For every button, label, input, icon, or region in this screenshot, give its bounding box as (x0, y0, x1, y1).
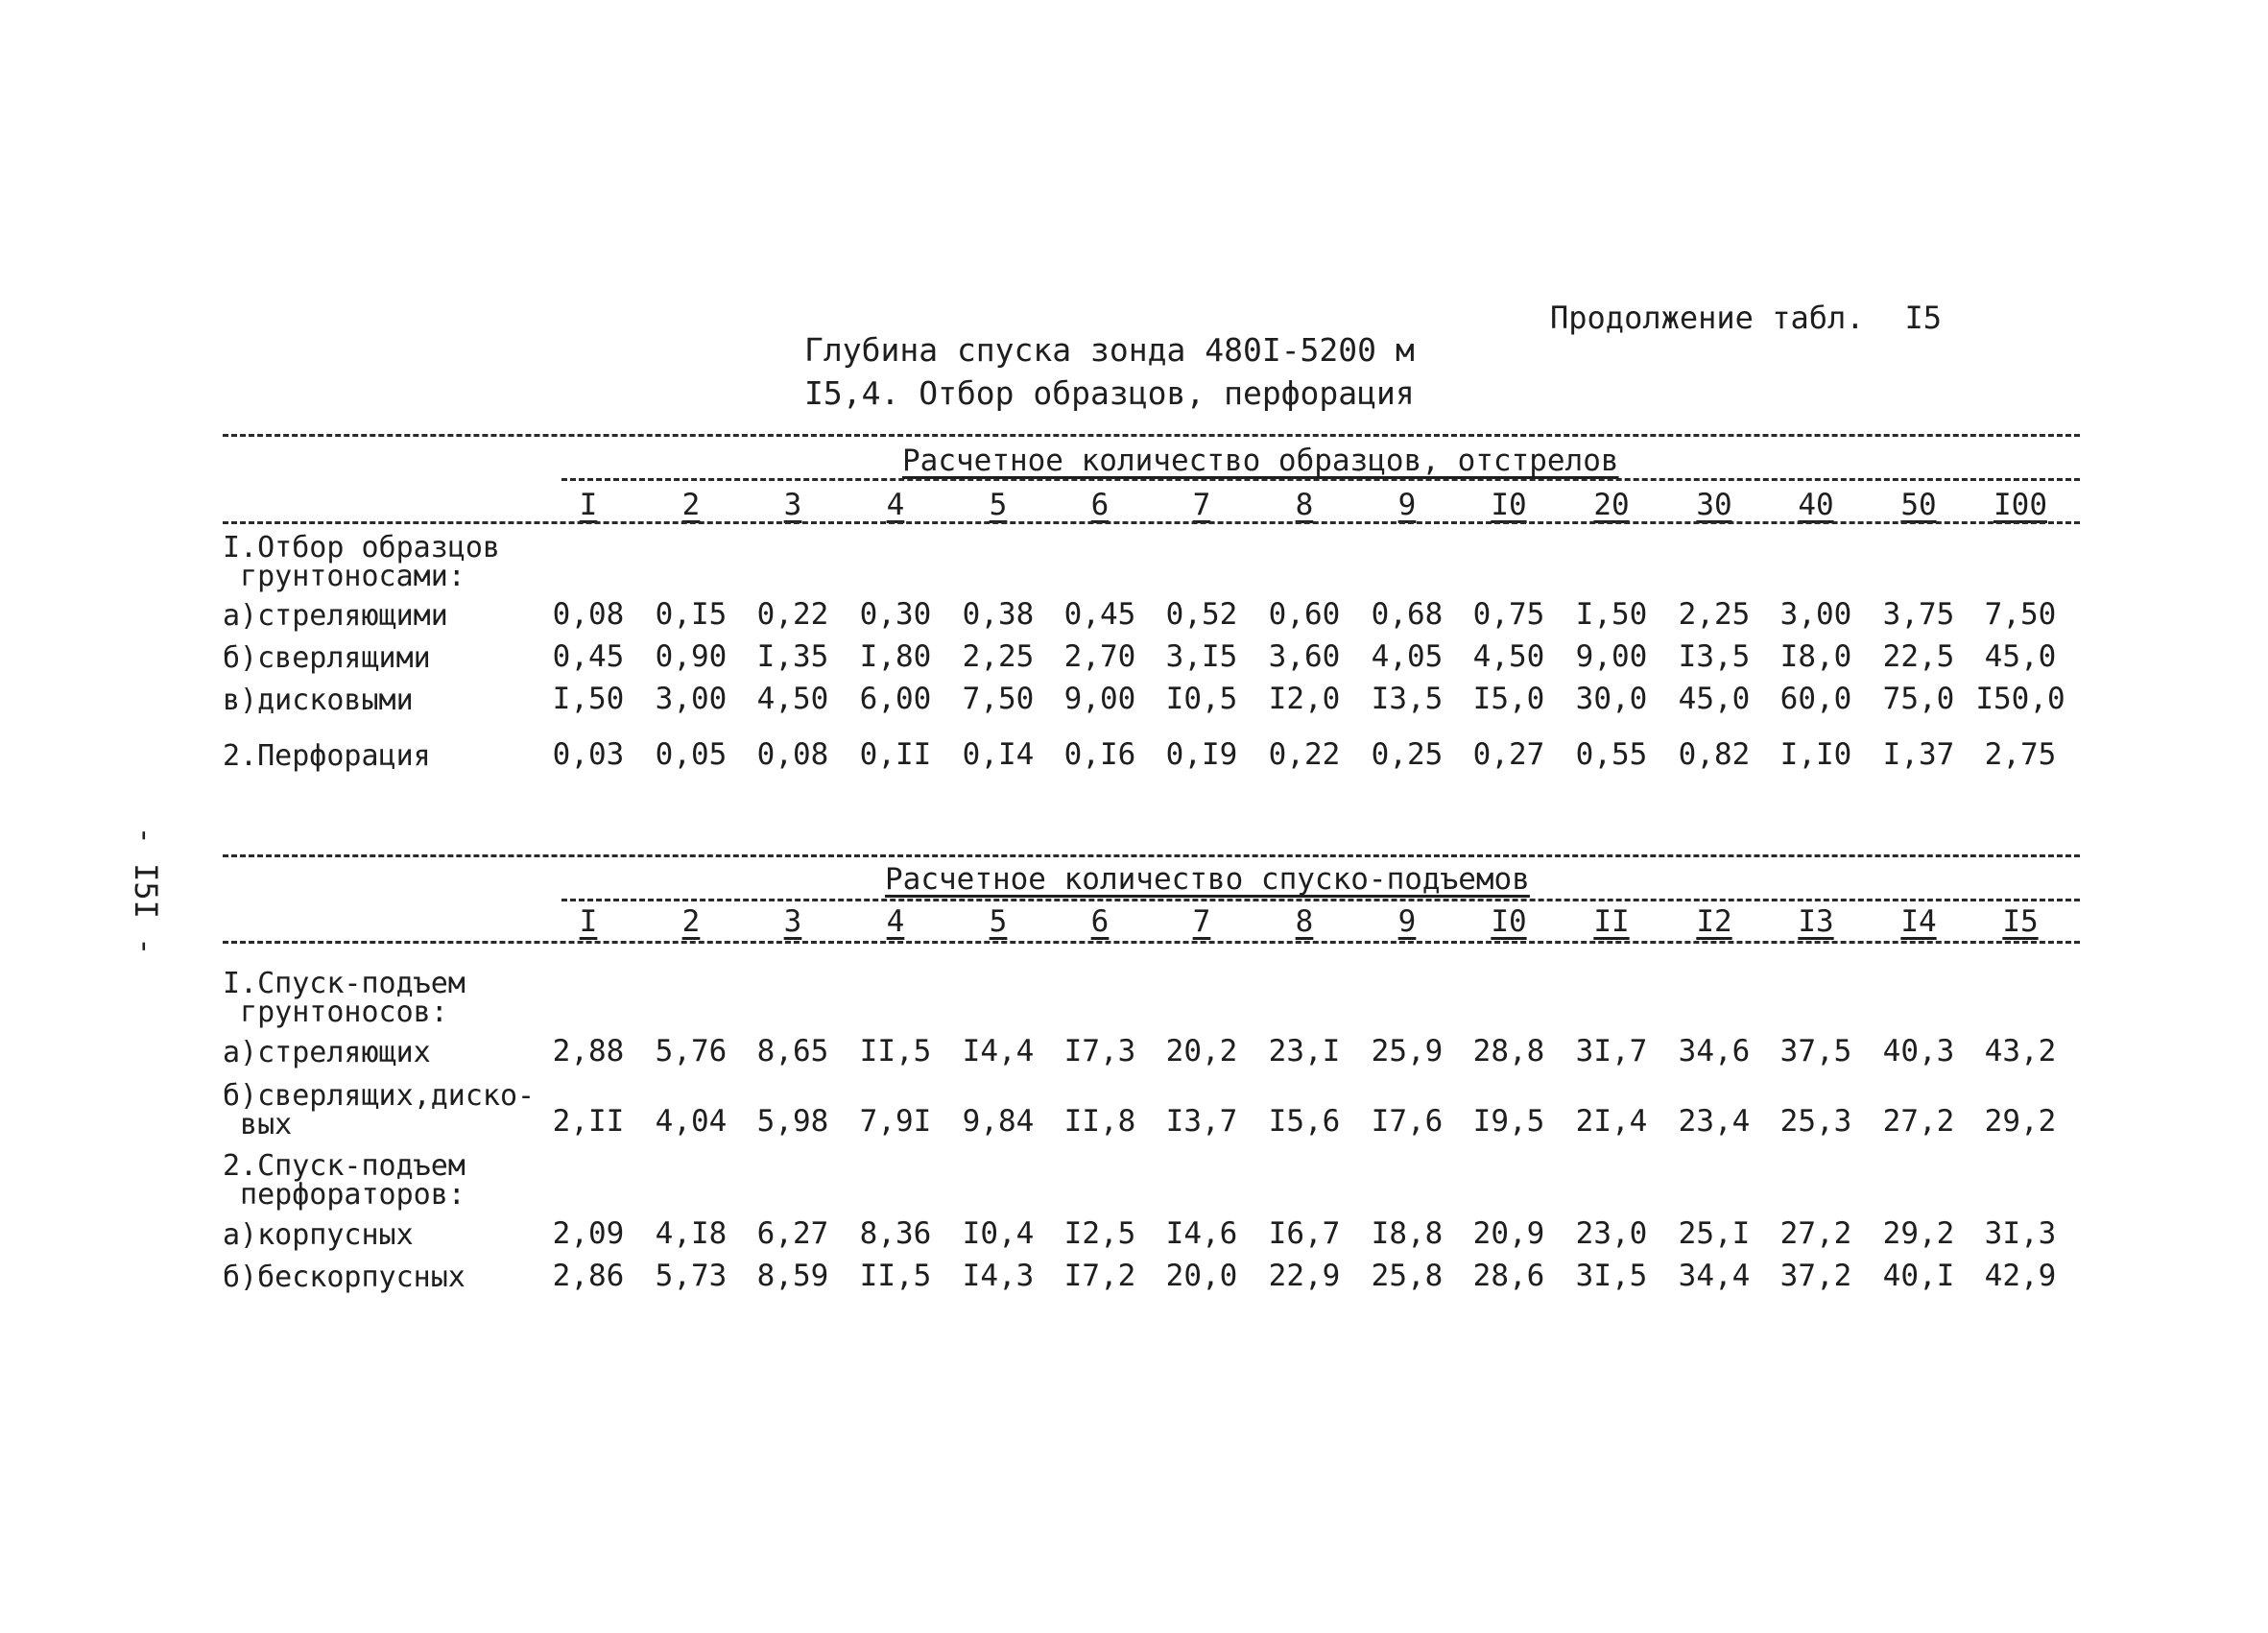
table1-column-header: 9 (1397, 488, 1417, 522)
table2-column-header: 6 (1090, 904, 1110, 939)
table1-cell: 7,50 (1984, 597, 2057, 632)
table2-column-header: 5 (989, 904, 1008, 939)
table2-row-label: I.Спуск-подъем грунтоносов: (223, 967, 466, 1029)
table1-column-header: 5 (989, 488, 1008, 522)
table2-row-label: 2.Спуск-подъем перфораторов: (223, 1149, 466, 1212)
table1-column-header: I00 (1993, 488, 2047, 522)
table2-cell: 23,4 (1678, 1104, 1751, 1139)
table2-cell: 25,3 (1779, 1104, 1852, 1139)
table1-column-header: 20 (1593, 488, 1630, 522)
table2-cell: 2,09 (552, 1216, 625, 1251)
table2-cell: 23,0 (1575, 1216, 1648, 1251)
table2-cell: 42,9 (1984, 1259, 2057, 1293)
table2-column-header: 8 (1295, 904, 1314, 939)
table2-column-header: I5 (2002, 904, 2039, 939)
table1-column-header: 3 (783, 488, 802, 522)
table1-cell: 0,27 (1472, 737, 1545, 772)
section-heading: I5,4. Отбор образцов, перфорация (804, 374, 1415, 412)
table1-cell: 0,22 (1268, 737, 1341, 772)
table2-cell: 25,9 (1371, 1034, 1444, 1069)
table2-cell: 25,8 (1371, 1259, 1444, 1293)
table1-column-header: I (579, 488, 598, 522)
table2-cell: 25,I (1678, 1216, 1751, 1251)
table2-column-header: I4 (1900, 904, 1937, 939)
table1-cell: 0,25 (1371, 737, 1444, 772)
table1-cell: I3,5 (1371, 682, 1444, 716)
table2-cell: 23,I (1268, 1034, 1341, 1069)
table1-cell: 0,08 (552, 597, 625, 632)
table2-column-header: 2 (681, 904, 701, 939)
table2-cell: II,8 (1063, 1104, 1136, 1139)
table2-cell: 8,59 (756, 1259, 829, 1293)
table1-cell: 22,5 (1882, 639, 1955, 674)
table1-cell: 3,75 (1882, 597, 1955, 632)
table1-cell: 3,I5 (1165, 639, 1238, 674)
table1-row-label: 2.Перфорация (223, 739, 431, 773)
table2-cell: 34,6 (1678, 1034, 1751, 1069)
table1-cell: I5,0 (1472, 682, 1545, 716)
table1-cell: I50,0 (1975, 682, 2065, 716)
table2-cell: 20,9 (1472, 1216, 1545, 1251)
table2-cell: 4,I8 (655, 1216, 728, 1251)
table1-cell: 0,03 (552, 737, 625, 772)
table2-cell: I7,6 (1371, 1104, 1444, 1139)
table1-span-rule (561, 478, 2080, 481)
table2-cell: I2,5 (1063, 1216, 1136, 1251)
table2-cell: 2,88 (552, 1034, 625, 1069)
table2-cell: 29,2 (1984, 1104, 2057, 1139)
table1-cell: I,50 (552, 682, 625, 716)
table1-column-header: I0 (1491, 488, 1527, 522)
depth-heading: Глубина спуска зонда 480I-5200 м (804, 331, 1415, 369)
table2-cell: 9,84 (962, 1104, 1035, 1139)
table1-cell: 0,08 (756, 737, 829, 772)
table1-cell: 0,82 (1678, 737, 1751, 772)
table2-cell: 37,5 (1779, 1034, 1852, 1069)
table1-cell: 7,50 (962, 682, 1035, 716)
table1-cell: 0,52 (1165, 597, 1238, 632)
table1-column-header: 4 (886, 488, 905, 522)
table2-top-rule (223, 854, 2080, 857)
table1-cell: 9,00 (1063, 682, 1136, 716)
table1-column-header: 40 (1798, 488, 1834, 522)
table1-cell: 4,50 (756, 682, 829, 716)
table1-cell: 0,I6 (1063, 737, 1136, 772)
table2-column-header: 7 (1192, 904, 1211, 939)
table1-row-label: I.Отбор образцов грунтоносами: (223, 531, 500, 593)
table2-cell: II,5 (859, 1259, 932, 1293)
table2-cell: I8,8 (1371, 1216, 1444, 1251)
table2-cell: 3I,5 (1575, 1259, 1648, 1293)
table2-cell: 27,2 (1779, 1216, 1852, 1251)
table2-cell: I4,6 (1165, 1216, 1238, 1251)
table2-header-rule (223, 941, 2080, 944)
table1-cell: 0,I4 (962, 737, 1035, 772)
table1-cell: I,50 (1575, 597, 1648, 632)
table1-cell: 0,I5 (655, 597, 728, 632)
table1-cell: 0,05 (655, 737, 728, 772)
table2-cell: 28,8 (1472, 1034, 1545, 1069)
table1-column-header: 30 (1696, 488, 1732, 522)
table1-cell: 0,90 (655, 639, 728, 674)
table1-cell: 0,22 (756, 597, 829, 632)
table1-cell: 75,0 (1882, 682, 1955, 716)
table2-cell: 34,4 (1678, 1259, 1751, 1293)
table1-cell: 0,55 (1575, 737, 1648, 772)
table1-cell: 0,68 (1371, 597, 1444, 632)
table1-cell: 2,25 (962, 639, 1035, 674)
table1-cell: 3,00 (655, 682, 728, 716)
table1-span-title: Расчетное количество образцов, отстрелов (902, 444, 1619, 478)
table1-row-label: а)стреляющими (223, 599, 448, 633)
table1-cell: 2,75 (1984, 737, 2057, 772)
table2-cell: 2I,4 (1575, 1104, 1648, 1139)
table2-cell: 5,98 (756, 1104, 829, 1139)
table2-cell: 6,27 (756, 1216, 829, 1251)
table2-column-header: 4 (886, 904, 905, 939)
table1-cell: 0,45 (552, 639, 625, 674)
table2-cell: 2,86 (552, 1259, 625, 1293)
table1-row-label: в)дисковыми (223, 684, 414, 717)
table1-cell: 3,00 (1779, 597, 1852, 632)
table2-cell: 37,2 (1779, 1259, 1852, 1293)
table2-cell: 20,2 (1165, 1034, 1238, 1069)
continuation-note (1550, 300, 1942, 336)
table2-cell: I6,7 (1268, 1216, 1341, 1251)
table2-cell: I9,5 (1472, 1104, 1545, 1139)
table2-cell: 8,36 (859, 1216, 932, 1251)
table1-top-rule (223, 434, 2080, 437)
table2-column-header: I0 (1491, 904, 1527, 939)
table1-cell: 0,I9 (1165, 737, 1238, 772)
table1-cell: 45,0 (1984, 639, 2057, 674)
table1-cell: 3,60 (1268, 639, 1341, 674)
table2-cell: 3I,3 (1984, 1216, 2057, 1251)
table2-row-label: а)корпусных (223, 1218, 414, 1252)
table2-cell: I4,4 (962, 1034, 1035, 1069)
table1-cell: 0,60 (1268, 597, 1341, 632)
table2-cell: 20,0 (1165, 1259, 1238, 1293)
table2-row-label: а)стреляющих (223, 1036, 431, 1069)
table1-cell: 0,45 (1063, 597, 1136, 632)
table2-cell: I7,2 (1063, 1259, 1136, 1293)
table2-cell: 43,2 (1984, 1034, 2057, 1069)
table1-cell: 60,0 (1779, 682, 1852, 716)
table1-cell: 0,75 (1472, 597, 1545, 632)
table2-cell: I3,7 (1165, 1104, 1238, 1139)
continuation-label: Продолжение табл. (1550, 300, 1865, 336)
table2-cell: 5,76 (655, 1034, 728, 1069)
table1-cell: 9,00 (1575, 639, 1648, 674)
table2-row-label: б)сверлящих,диско- вых (223, 1079, 536, 1141)
table1-cell: I2,0 (1268, 682, 1341, 716)
table1-cell: 0,II (859, 737, 932, 772)
table1-column-header: 7 (1192, 488, 1211, 522)
table2-cell: 40,I (1882, 1259, 1955, 1293)
table1-column-header: 50 (1900, 488, 1937, 522)
table1-header-rule (223, 521, 2080, 524)
table1-cell: 2,25 (1678, 597, 1751, 632)
table2-cell: 28,6 (1472, 1259, 1545, 1293)
table2-cell: I0,4 (962, 1216, 1035, 1251)
table1-cell: 0,30 (859, 597, 932, 632)
table1-cell: 4,50 (1472, 639, 1545, 674)
table2-cell: 4,04 (655, 1104, 728, 1139)
table2-column-header: 3 (783, 904, 802, 939)
table1-cell: 45,0 (1678, 682, 1751, 716)
table2-cell: 40,3 (1882, 1034, 1955, 1069)
table1-cell: I,35 (756, 639, 829, 674)
table2-column-header: I (579, 904, 598, 939)
page-number: - I5I - (128, 826, 164, 956)
table1-column-header: 2 (681, 488, 701, 522)
table1-cell: 4,05 (1371, 639, 1444, 674)
table2-row-label: б)бескорпусных (223, 1261, 466, 1294)
table2-cell: I4,3 (962, 1259, 1035, 1293)
table2-cell: 27,2 (1882, 1104, 1955, 1139)
table1-cell: I,37 (1882, 737, 1955, 772)
table2-column-header: I2 (1696, 904, 1732, 939)
table1-row-label: б)сверлящими (223, 641, 431, 675)
table2-cell: 2,II (552, 1104, 625, 1139)
table2-cell: II,5 (859, 1034, 932, 1069)
table1-cell: I,80 (859, 639, 932, 674)
table2-span-title: Расчетное количество спуско-подъемов (885, 862, 1530, 897)
table2-cell: 8,65 (756, 1034, 829, 1069)
table1-cell: I8,0 (1779, 639, 1852, 674)
table2-column-header: 9 (1397, 904, 1417, 939)
table2-column-header: II (1593, 904, 1630, 939)
table1-column-header: 8 (1295, 488, 1314, 522)
table1-cell: 0,38 (962, 597, 1035, 632)
table2-cell: 29,2 (1882, 1216, 1955, 1251)
continuation-number: I5 (1904, 300, 1943, 336)
table2-cell: I5,6 (1268, 1104, 1341, 1139)
table2-cell: 5,73 (655, 1259, 728, 1293)
table2-cell: 22,9 (1268, 1259, 1341, 1293)
table1-cell: I0,5 (1165, 682, 1238, 716)
table2-column-header: I3 (1798, 904, 1834, 939)
table2-cell: 7,9I (859, 1104, 932, 1139)
table1-cell: I,I0 (1779, 737, 1852, 772)
table1-cell: 30,0 (1575, 682, 1648, 716)
table2-cell: I7,3 (1063, 1034, 1136, 1069)
table1-cell: 2,70 (1063, 639, 1136, 674)
table2-span-rule (561, 899, 2080, 901)
table2-cell: 3I,7 (1575, 1034, 1648, 1069)
table1-cell: I3,5 (1678, 639, 1751, 674)
table1-column-header: 6 (1090, 488, 1110, 522)
table1-cell: 6,00 (859, 682, 932, 716)
